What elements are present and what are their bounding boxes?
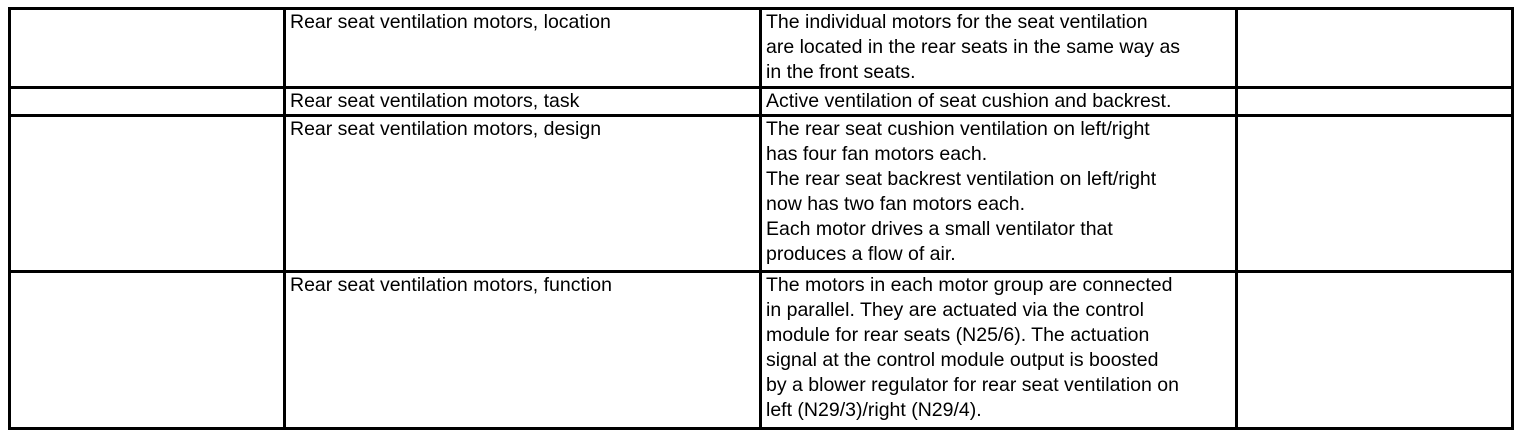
blank-cell	[1237, 9, 1513, 88]
description-line: now has two fan motors each.	[766, 193, 1026, 215]
table-row	[10, 272, 1513, 429]
topic-cell: Rear seat ventilation motors, location	[285, 9, 761, 88]
description-line: The individual motors for the seat ventilation	[766, 11, 1148, 33]
description-line: has four fan motors each.	[766, 143, 988, 165]
description-line: signal at the control module output is boosted	[766, 349, 1159, 371]
topic-cell: Rear seat ventilation motors, task	[285, 88, 761, 116]
blank-cell	[1237, 272, 1513, 429]
description-line: in the front seats.	[766, 61, 916, 83]
blank-cell	[10, 116, 285, 272]
blank-cell	[10, 88, 285, 116]
blank-cell	[10, 272, 285, 429]
description-cell	[761, 9, 1237, 88]
topic-cell: Rear seat ventilation motors, design	[285, 116, 761, 272]
description-line: The motors in each motor group are connected	[766, 274, 1173, 296]
description-line: produces a flow of air.	[766, 243, 956, 265]
description-line: Each motor drives a small ventilator that	[766, 218, 1113, 240]
spec-table	[8, 7, 1514, 430]
description-line: module for rear seats (N25/6). The actuation	[766, 324, 1150, 346]
table-row	[10, 88, 1513, 116]
description-line: Active ventilation of seat cushion and backrest.	[766, 90, 1172, 112]
topic-cell: Rear seat ventilation motors, function	[285, 272, 761, 429]
description-line: by a blower regulator for rear seat ventilation on	[766, 374, 1179, 396]
table-row	[10, 9, 1513, 88]
description-line: left (N29/3)/right (N29/4).	[766, 399, 982, 421]
description-cell	[761, 116, 1237, 272]
table-row	[10, 116, 1513, 272]
description-cell	[761, 88, 1237, 116]
description-line: are located in the rear seats in the same way as	[766, 36, 1181, 58]
description-line: The rear seat backrest ventilation on left/right	[766, 168, 1157, 190]
blank-cell	[1237, 88, 1513, 116]
blank-cell	[10, 9, 285, 88]
blank-cell	[1237, 116, 1513, 272]
description-line: in parallel. They are actuated via the control	[766, 299, 1144, 321]
description-cell	[761, 272, 1237, 429]
description-line: The rear seat cushion ventilation on left/right	[766, 118, 1150, 140]
